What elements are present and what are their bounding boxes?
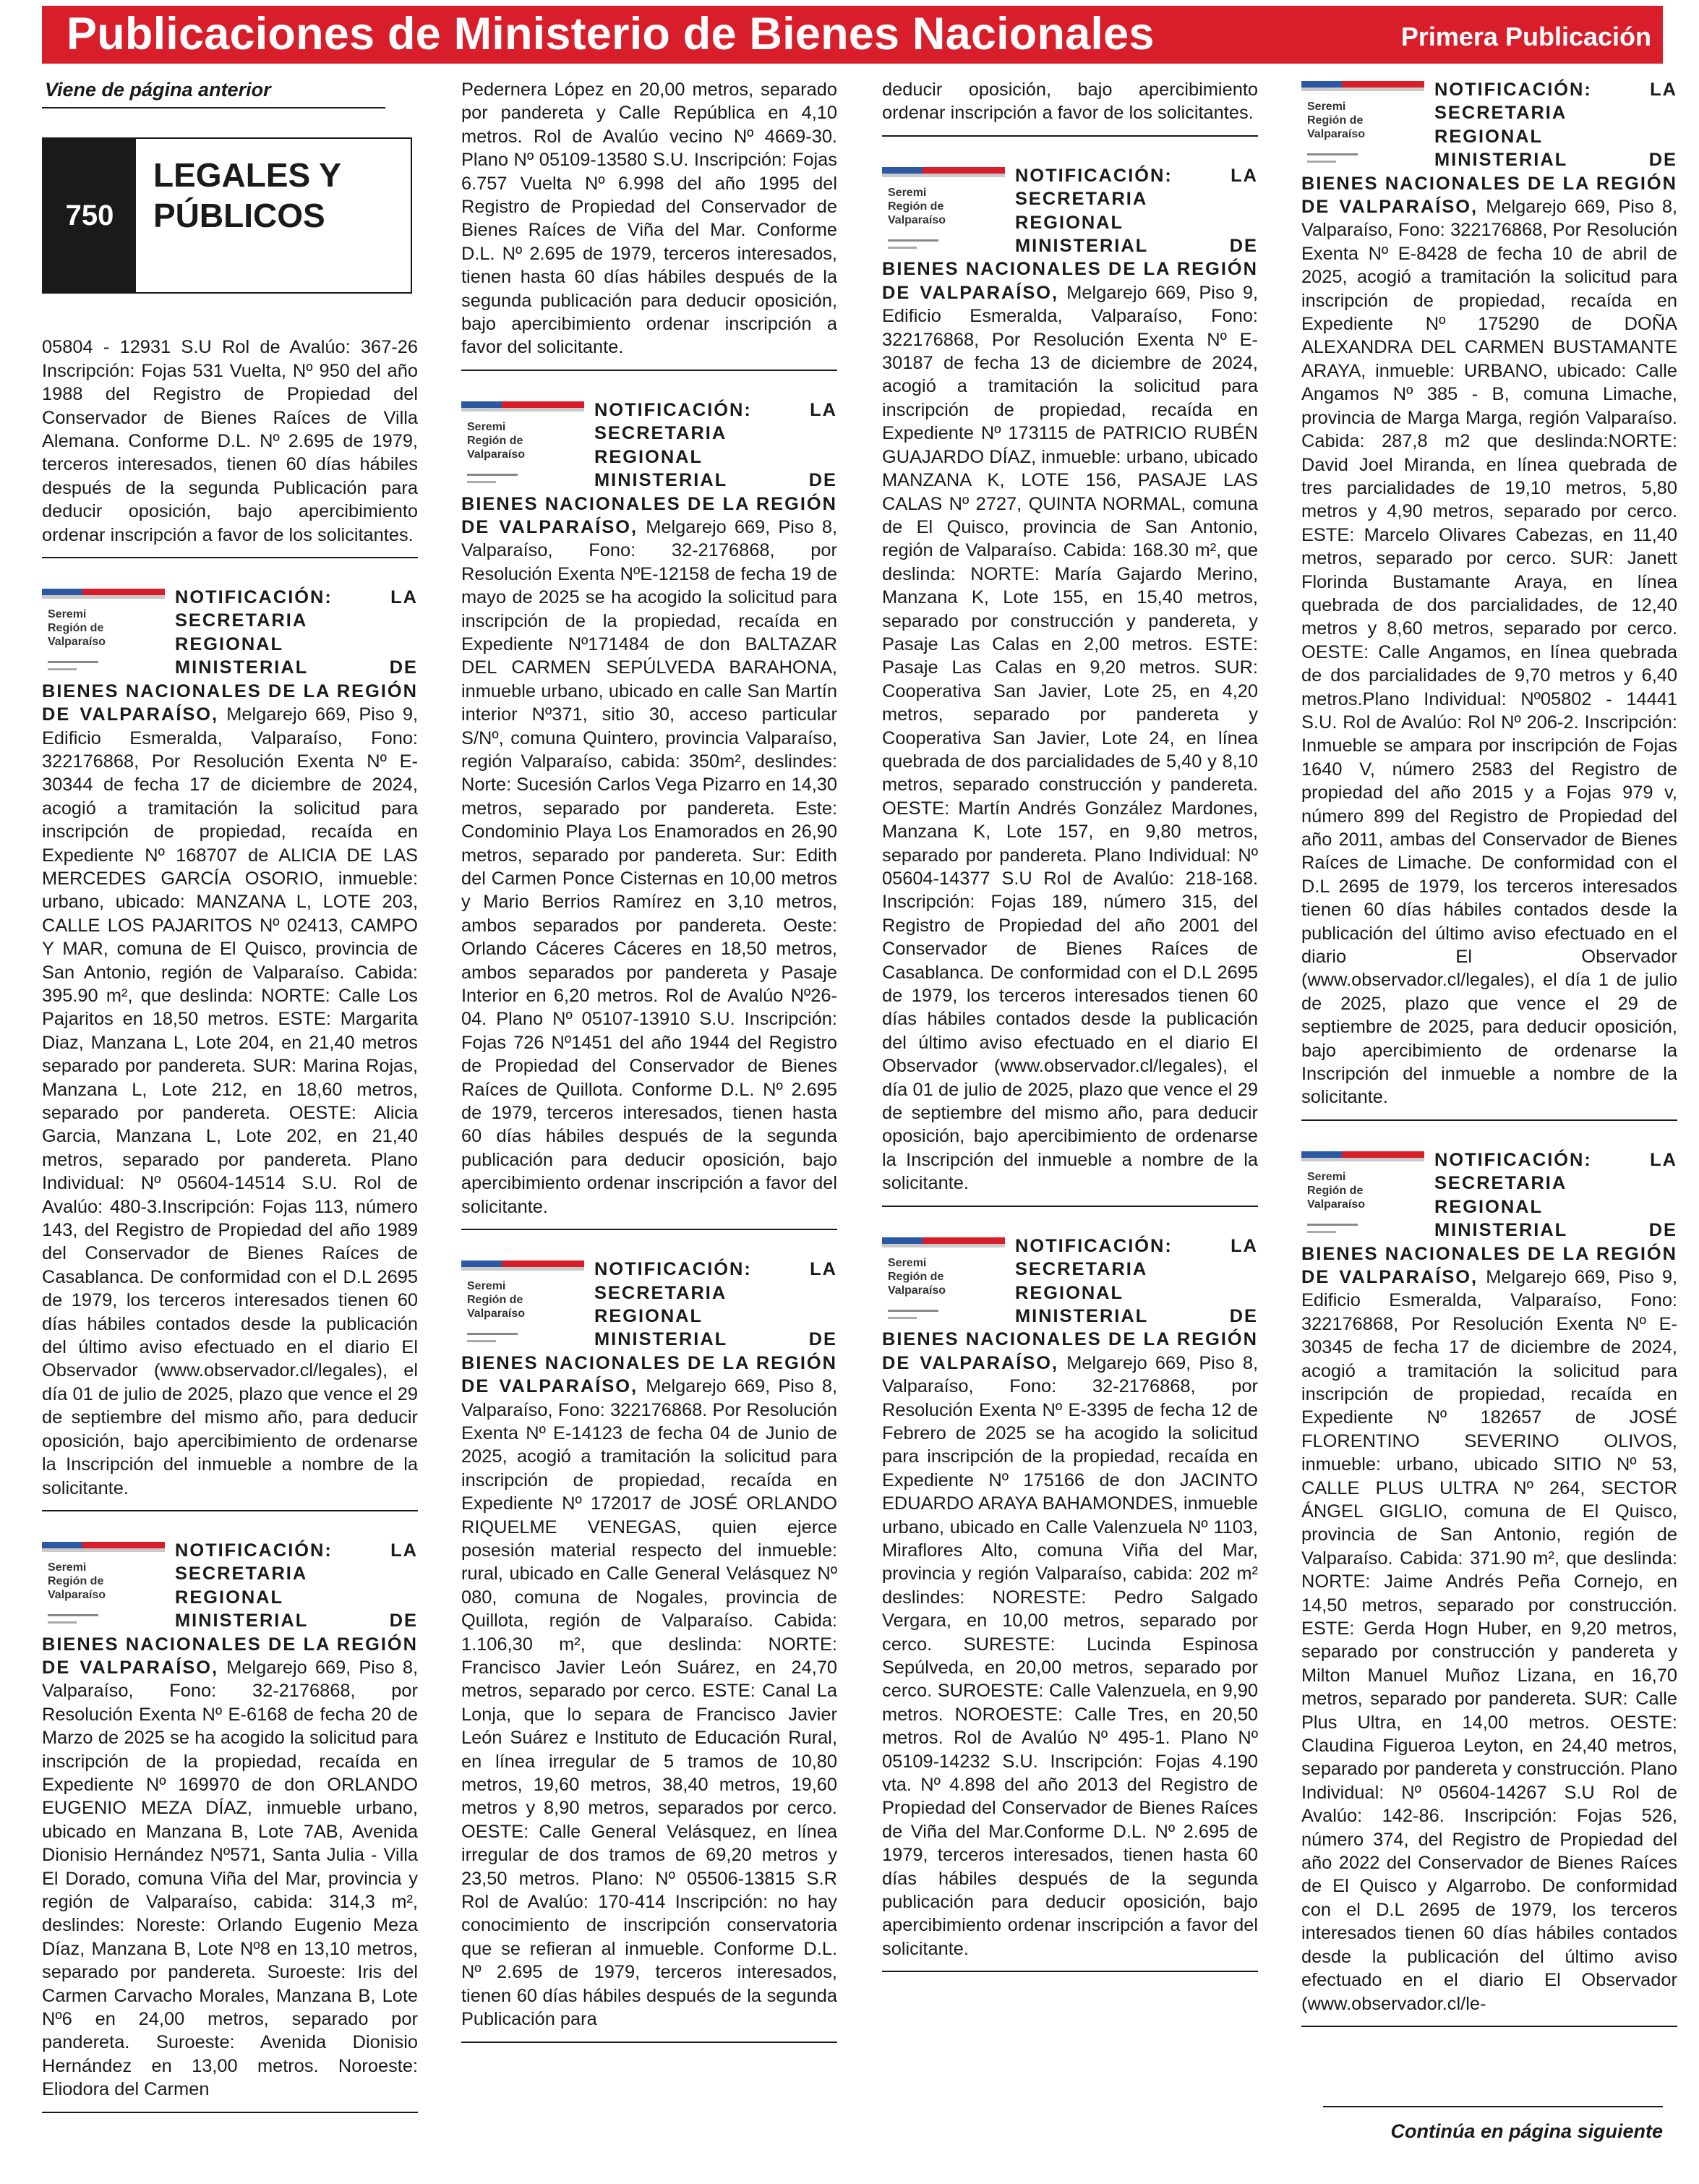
notice-body: Melgarejo 669, Piso 8, Valparaíso, Fono: 322176868, Por Resolución Exenta Nº E-8428 de fecha 10 de abril de 2025, acogió a tramitación la solicitud para inscripción de propiedad, recaída en Expediente Nº 175290 de DOÑA ALEXANDRA DEL CARMEN BUSTAMANTE ARAYA, inmueble: URBANO, ubicado: Calle Angamos Nº 385 - B, comuna Limache, provincia de Marga Marga, región Valparaíso. Cabida: 287,8 m2 que deslinda:NORTE: David Joel Miranda, en línea quebrada de tres parcialidades de 19,10 metros, 5,80 metros y 4,90 metros, separado por cerco. ESTE: Marcelo Olivares Cabezas, en 11,40 metros, separado por cerco. SUR: Janett Florinda Bustamante Araya, en línea quebrada de dos parcialidades, de 12,40 metros y 8,60 metros, separado por cerco. OESTE: Calle Angamos, en línea quebrada de dos parcialidades de 9,70 metros y 6,40 metros.Plano Individual: Nº05802 - 14441 S.U. Rol de Avalúo: Rol Nº 206-2. Inscripción: Inmueble se ampara por inscripción de Fojas 1640 V, número 2583 del Registro de propiedad del año 2015 y a Fojas 979 v, número 899 del Registro de Propiedad del año 2011, ambas del Conservador de Bienes Raíces de Limache. De conformidad con el D.L 2695 de 1979, los terceros interesados tienen 60 días hábiles contados desde la publicación del último aviso efectuado en el diario El Observador (www.observador.cl/legales), el día 1 de julio de 2025, plazo que vence el 29 de septiembre de 2025, para deducir oposición, bajo apercibimiento de ordenarse la Inscripción del inmueble a nombre de la solicitante. [1301, 197, 1677, 1108]
notice-heading: NOTIFICACIÓN: LA SECRETARIA REGIONAL MINISTERIAL DE BIENES NACIONALES DE LA REGIÓN DE VALPARAÍSO, [42, 1540, 418, 1678]
svg-text:Seremi: Seremi [48, 1561, 87, 1574]
notice-text [882, 1234, 1258, 1961]
next-page-note: Continúa en página siguiente [1323, 2106, 1663, 2143]
notice [882, 164, 1258, 1195]
svg-text:Seremi: Seremi [888, 186, 927, 199]
notice [461, 1258, 837, 2031]
seremi-logo [461, 401, 584, 488]
notice-body: Melgarejo 669, Piso 9, Edificio Esmeralda, Valparaíso, Fono: 322176868, Por Resolución Exenta Nº E-30344 de fecha 17 de diciembre de 2024, acogió a tramitación la solicitud para inscripción de propiedad, recaída en Expediente Nº 168707 de ALICIA DE LAS MERCEDES GARCÍA OSORIO, inmueble: urbano, ubicado: MANZANA L, LOTE 203, CALLE LOS PAJARITOS Nº 02413, CAMPO Y MAR, comuna de El Quisco, provincia de San Antonio, región de Valparaíso. Cabida: 395.90 m², que deslinda: NORTE: Calle Los Pajaritos en 18,50 metros. ESTE: Margarita Diaz, Manzana L, Lote 204, en 21,40 metros separado por pandereta. SUR: Marina Rojas, Manzana L, Lote 212, en 18,60 metros, separado por pandereta. OESTE: Alicia Garcia, Manzana L, Lote 202, en 21,40 metros, separado por pandereta. Plano Individual: Nº 05604-14514 S.U. Rol de Avalúo: 480-3.Inscripción: Fojas 113, número 143, del Registro de Propiedad del año 1989 del Conservador de Bienes Raíces de Casablanca. De conformidad con el D.L 2695 de 1979, los terceros interesados tienen 60 días hábiles contados desde la publicación del último aviso efectuado en el diario El Observador (www.observador.cl/legales), el día 01 de julio de 2025, plazo que vence el 29 de septiembre del mismo año, para deducir oposición, bajo apercibimiento de ordenarse la Inscripción del inmueble a nombre de la solicitante. [42, 704, 418, 1498]
svg-text:Valparaíso: Valparaíso [1307, 128, 1366, 140]
notice-continuation: deducir oposición, bajo apercibimiento ordenar inscripción a favor de los solicitantes. [882, 80, 1258, 124]
notice-text [461, 1258, 837, 2031]
notice-divider [882, 1971, 1258, 1972]
seremi-logo [461, 1261, 584, 1347]
svg-text:Valparaíso: Valparaíso [1307, 1198, 1366, 1211]
svg-text:Seremi: Seremi [467, 1280, 506, 1293]
svg-text:Región de: Región de [888, 1270, 944, 1283]
page-title: Publicaciones de Ministerio de Bienes Nacionales [67, 9, 1155, 59]
column-1 [42, 78, 418, 2141]
notice-heading: NOTIFICACIÓN: LA SECRETARIA REGIONAL MINISTERIAL DE BIENES NACIONALES DE LA REGIÓN DE VALPARAÍSO, [42, 587, 418, 725]
column-2 [461, 78, 837, 2070]
notice-divider [461, 1229, 837, 1230]
seremi-logo [42, 589, 165, 675]
section-number: 750 [43, 139, 136, 292]
seremi-logo [882, 1237, 1005, 1324]
svg-text:Seremi: Seremi [1307, 1170, 1346, 1183]
notice [1301, 1148, 1677, 2015]
svg-text:Valparaíso: Valparaíso [467, 448, 526, 461]
svg-text:Seremi: Seremi [48, 608, 87, 621]
column-4 [1301, 78, 1677, 2055]
notice-heading: NOTIFICACIÓN: LA SECRETARIA REGIONAL MINISTERIAL DE BIENES NACIONALES DE LA REGIÓN DE VALPARAÍSO, [461, 399, 837, 537]
notice-text [1301, 1148, 1677, 2015]
notice-divider [42, 2112, 418, 2113]
svg-text:Valparaíso: Valparaíso [467, 1308, 526, 1321]
svg-text:Valparaíso: Valparaíso [48, 1588, 106, 1601]
notice-text [1301, 78, 1677, 1109]
notice [1301, 78, 1677, 1109]
svg-text:Seremi: Seremi [888, 1256, 927, 1269]
notice [42, 1539, 418, 2102]
notice-body: Melgarejo 669, Piso 8, Valparaíso, Fono: 32-2176868, por Resolución Exenta Nº E-6168 de fecha 20 de Marzo de 2025 se ha acogido la solicitud para inscripción de la propiedad, recaída en Expediente Nº 169970 de don ORLANDO EUGENIO MEZA DÍAZ, inmueble urbano, ubicado en Manzana B, Lote 7AB, Avenida Dionisio Hernández Nº571, Santa Julia - Villa El Dorado, comuna Viña del Mar, provincia y región de Valparaíso, cabida: 314,3 m², deslindes: Noreste: Orlando Eugenio Meza Díaz, Manzana B, Lote Nº8 en 13,10 metros, separado por pandereta. Suroeste: Iris del Carmen Carvacho Morales, Manzana B, Lote Nº6 en 24,00 metros, separado por pandereta. Suroeste: Avenida Dionisio Hernández en 13,00 metros. Noroeste: Eliodora del Carmen [42, 1657, 418, 2100]
svg-text:Región de: Región de [1307, 114, 1364, 127]
column-items [461, 78, 837, 2043]
seremi-logo [882, 167, 1005, 254]
notice-text [461, 398, 837, 1219]
column-items [1301, 78, 1677, 2027]
section-box [42, 137, 412, 294]
notice-body: Melgarejo 669, Piso 9, Edificio Esmeralda, Valparaíso, Fono: 322176868, Por Resolución Exenta Nº E-30187 de fecha 13 de diciembre de 2024, acogió a tramitación la solicitud para inscripción de propiedad, recaída en Expediente Nº 173115 de PATRICIO RUBÉN GUAJARDO DÍAZ, inmueble: urbano, ubicado MANZANA K, LOTE 156, PASAJE LAS CALAS Nº 2727, QUINTA NORMAL, comuna de El Quisco, provincia de San Antonio, región de Valparaíso. Cabida: 168.30 m², que deslinda: NORTE: María Gajardo Merino, Manzana K, Lote 155, en 15,40 metros, separado por construcción y pandereta, y Pasaje Las Calas en 2,00 metros. ESTE: Pasaje Las Calas en 9,20 metros. SUR: Cooperativa San Javier, Lote 25, en 4,20 metros, separado por pandereta y Cooperativa San Javier, Lote 24, en línea quebrada de dos parcialidades de 5,40 y 8,10 metros, separado construcción y pandereta. OESTE: Martín Andrés González Mardones, Manzana K, Lote 157, en 9,80 metros, separado por pandereta. Plano Individual: Nº 05604-14377 S.U Rol de Avalúo: 218-168. Inscripción: Fojas 189, número 315, del Registro de Propiedad del año 2001 del Conservador de Bienes Raíces de Casablanca. De conformidad con el D.L 2695 de 1979, los terceros interesados tienen 60 días hábiles contados desde la publicación del último aviso efectuado en el diario El Observador (www.observador.cl/legales), el día 01 de julio de 2025, plazo que vence el 29 de septiembre del mismo año, para deducir oposición, bajo apercibimiento de ordenarse la Inscripción del inmueble a nombre de la solicitante. [882, 282, 1258, 1194]
svg-text:Seremi: Seremi [1307, 101, 1346, 113]
svg-text:Región de: Región de [467, 434, 523, 447]
svg-text:Región de: Región de [467, 1294, 523, 1307]
svg-text:Región de: Región de [888, 200, 944, 213]
notice-body: Melgarejo 669, Piso 8, Valparaíso, Fono: 322176868. Por Resolución Exenta Nº E-14123 de fecha 04 de Junio de 2025, acogió a tramitación la solicitud para inscripción de propiedad, recaída en Expediente Nº 172017 de JOSÉ ORLANDO RIQUELME VENEGAS, quien ejerce posesión material respecto del inmueble: rural, ubicado en Calle General Velásquez Nº 080, comuna de Nogales, provincia de Quillota, región de Valparaíso. Cabida: 1.106,30 m², que deslinda: NORTE: Francisco Javier León Suárez, en 24,70 metros, separado por cerco. ESTE: Canal La Lonja, que lo separa de Francisco Javier León Suárez e Instituto de Educación Rural, en línea irregular de 5 tramos de 10,80 metros, 19,60 metros, 38,40 metros, 19,60 metros y 8,90 metros, separados por cerco. OESTE: Calle General Velásquez, en línea irregular de dos tramos de 69,20 metros y 23,50 metros. Plano: Nº 05506-13815 S.R Rol de Avalúo: 170-414 Inscripción: no hay conocimiento de inscripción conservatoria que se refieran al inmueble. Conforme D.L. Nº 2.695 de 1979, terceros interesados, tienen 60 días hábiles después de la segunda Publicación para [461, 1376, 837, 2030]
seremi-logo [1301, 81, 1424, 168]
svg-text:Valparaíso: Valparaíso [888, 1284, 946, 1297]
notice-text [882, 164, 1258, 1195]
notice [882, 1234, 1258, 1961]
notice-divider [882, 135, 1258, 137]
notice-heading: NOTIFICACIÓN: LA SECRETARIA REGIONAL MINISTERIAL DE BIENES NACIONALES DE LA REGIÓN DE VALPARAÍSO, [461, 1259, 837, 1397]
notice-divider [882, 1206, 1258, 1207]
notice-body: Melgarejo 669, Piso 8, Valparaíso, Fono: 32-2176868, por Resolución Exenta NºE-12158 de fecha 19 de mayo de 2025 se ha acogido la solicitud para inscripción de la propiedad, recaída en Expediente Nº171484 de don BALTAZAR DEL CARMEN SEPÚLVEDA BARAHONA, inmueble urbano, ubicado en calle San Martín interior Nº371, sitio 30, acceso particular S/Nº, comuna Quintero, provincia Valparaíso, región Valparaíso, cabida: 350m², deslindes: Norte: Sucesión Carlos Vega Pizarro en 14,30 metros, separado por pandereta. Este: Condominio Playa Los Enamorados en 26,90 metros, separado por pandereta. Sur: Edith del Carmen Ponce Cisternas en 10,00 metros y Mario Berrios Ramírez en 3,10 metros, ambos separados por pandereta. Oeste: Orlando Cáceres Cáceres en 18,50 metros, ambos separados por pandereta y Pasaje Interior en 6,20 metros. Rol de Avalúo Nº26-04. Plano Nº 05107-13910 S.U. Inscripción: Fojas 726 Nº1451 del año 1944 del Registro de Propiedad del Conservador de Bienes Raíces de Quillota. Conforme D.L. Nº 2.695 de 1979, terceros interesados, tienen hasta 60 días hábiles después de la segunda publicación para deducir oposición, bajo apercibimiento ordenar inscripción a favor del solicitante. [461, 516, 837, 1217]
notice-heading: NOTIFICACIÓN: LA SECRETARIA REGIONAL MINISTERIAL DE BIENES NACIONALES DE LA REGIÓN DE VALPARAÍSO, [1301, 80, 1677, 218]
svg-text:Seremi: Seremi [467, 420, 506, 433]
notice-divider [1301, 1119, 1677, 1121]
notice [42, 586, 418, 1500]
svg-text:Valparaíso: Valparaíso [48, 636, 106, 649]
section-title [136, 139, 411, 292]
notice-heading: NOTIFICACIÓN: LA SECRETARIA REGIONAL MINISTERIAL DE BIENES NACIONALES DE LA REGIÓN DE VALPARAÍSO, [882, 165, 1258, 303]
column-items [42, 336, 418, 2112]
column-items [882, 78, 1258, 1972]
seremi-logo [42, 1542, 165, 1629]
section-title-line-1: LEGALES Y [153, 156, 341, 195]
section-title-line-2: PÚBLICOS [153, 197, 325, 235]
notice-text [42, 586, 418, 1500]
notice-heading: NOTIFICACIÓN: LA SECRETARIA REGIONAL MINISTERIAL DE BIENES NACIONALES DE LA REGIÓN DE VALPARAÍSO, [882, 1235, 1258, 1373]
svg-text:Valparaíso: Valparaíso [888, 213, 946, 226]
notice-body: Melgarejo 669, Piso 9, Edificio Esmeralda, Valparaíso, Fono: 322176868, Por Resolución Exenta Nº E-30345 de fecha 17 de diciembre de 2024, acogió a tramitación la solicitud para inscripción de propiedad, recaída en Expediente Nº 182657 de JOSÉ FLORENTINO SEVERINO OLIVOS, inmueble: urbano, ubicado SITIO Nº 53, CALLE PLUS ULTRA Nº 264, SECTOR ÁNGEL GIGLIO, comuna de El Quisco, provincia de San Antonio, región de Valparaíso. Cabida: 371.90 m², que deslinda: NORTE: Jaime Andrés Peña Cornejo, en 14,50 metros, separado por construcción. ESTE: Gerda Hogn Huber, en 9,20 metros, separado por construcción y pandereta y Milton Manuel Muñoz Lizana, en 16,70 metros, separado por pandereta. SUR: Calle Plus Ultra, en 14,00 metros. OESTE: Claudina Figueroa Leyton, en 24,40 metros, separado por pandereta y construcción. Plano Individual: Nº 05604-14267 S.U Rol de Avalúo: 142-86. Inscripción: Fojas 526, número 374, del Registro de Propiedad del año 2022 del Conservador de Bienes Raíces de El Quisco y Algarrobo. De conformidad con el D.L 2695 de 1979, los terceros interesados tienen 60 días hábiles contados desde la publicación del último aviso efectuado en el diario El Observador (www.observador.cl/le- [1301, 1266, 1677, 2014]
seremi-logo [1301, 1151, 1424, 1238]
notice-divider [1301, 2026, 1677, 2027]
previous-page-note: Viene de página anterior [42, 78, 385, 108]
svg-text:Región de: Región de [48, 1574, 104, 1587]
column-3 [882, 78, 1258, 2000]
svg-text:Región de: Región de [48, 622, 104, 635]
svg-text:Región de: Región de [1307, 1184, 1364, 1197]
notice-body: Melgarejo 669, Piso 8, Valparaíso, Fono: 32-2176868, por Resolución Exenta Nº E-3395 de fecha 12 de Febrero de 2025 se ha acogido la solicitud para inscripción de la propiedad, recaída en Expediente Nº 175166 de don JACINTO EDUARDO ARAYA BAHAMONDES, inmueble urbano, ubicado en Calle Valenzuela Nº 1103, Miraflores Alto, comuna Viña del Mar, provincia y región Valparaíso, cabida: 202 m² deslindes: NORESTE: Pedro Salgado Vergara, en 10,00 metros, separado por cerco. SURESTE: Lucinda Espinosa Sepúlveda, en 20,00 metros, separado por cerco. SUROESTE: Calle Valenzuela, en 9,90 metros. NOROESTE: Calle Tres, en 20,50 metros. Rol de Avalúo Nº 495-1. Plano Nº 05109-14232 S.U. Inscripción: Fojas 4.190 vta. Nº 4.898 del año 2013 del Registro de Propiedad del Conservador de Bienes Raíces de Viña del Mar.Conforme D.L. Nº 2.695 de 1979, terceros interesados, tienen hasta 60 días hábiles después de la segunda publicación para deducir oposición, bajo apercibimiento ordenar inscripción a favor del solicitante. [882, 1352, 1258, 1959]
notice-continuation: Pedernera López en 20,00 metros, separado por pandereta y Calle República en 4,10 metros. Rol de Avalúo vecino Nº 4669-30. Plano Nº 05109-13580 S.U. Inscripción: Fojas 6.757 Vuelta Nº 6.998 del año 1995 del Registro de Propiedad del Conservador de Bienes Raíces de Viña del Mar. Conforme D.L. Nº 2.695 de 1979, terceros interesados, tienen hasta 60 días hábiles después de la segunda publicación para deducir oposición, bajo apercibimiento ordenar inscripción a favor del solicitante. [461, 80, 837, 358]
notice-divider [461, 2042, 837, 2043]
notice-continuation: 05804 - 12931 S.U Rol de Avalúo: 367-26 Inscripción: Fojas 531 Vuelta, Nº 950 del año 1988 del Registro de Propiedad del Conservador de Bienes Raíces de Villa Alemana. Conforme D.L. Nº 2.695 de 1979, terceros interesados, tienen 60 días hábiles después de la segunda Publicación para deducir oposición, bajo apercibimiento ordenar inscripción a favor de los solicitantes. [42, 337, 418, 545]
notice-divider [42, 1510, 418, 1511]
notice-divider [42, 557, 418, 558]
publication-badge: Primera Publicación [1400, 22, 1651, 51]
notice-divider [461, 370, 837, 371]
page-header [42, 6, 1663, 64]
notice [461, 398, 837, 1219]
notice-heading: NOTIFICACIÓN: LA SECRETARIA REGIONAL MINISTERIAL DE BIENES NACIONALES DE LA REGIÓN DE VALPARAÍSO, [1301, 1149, 1677, 1287]
